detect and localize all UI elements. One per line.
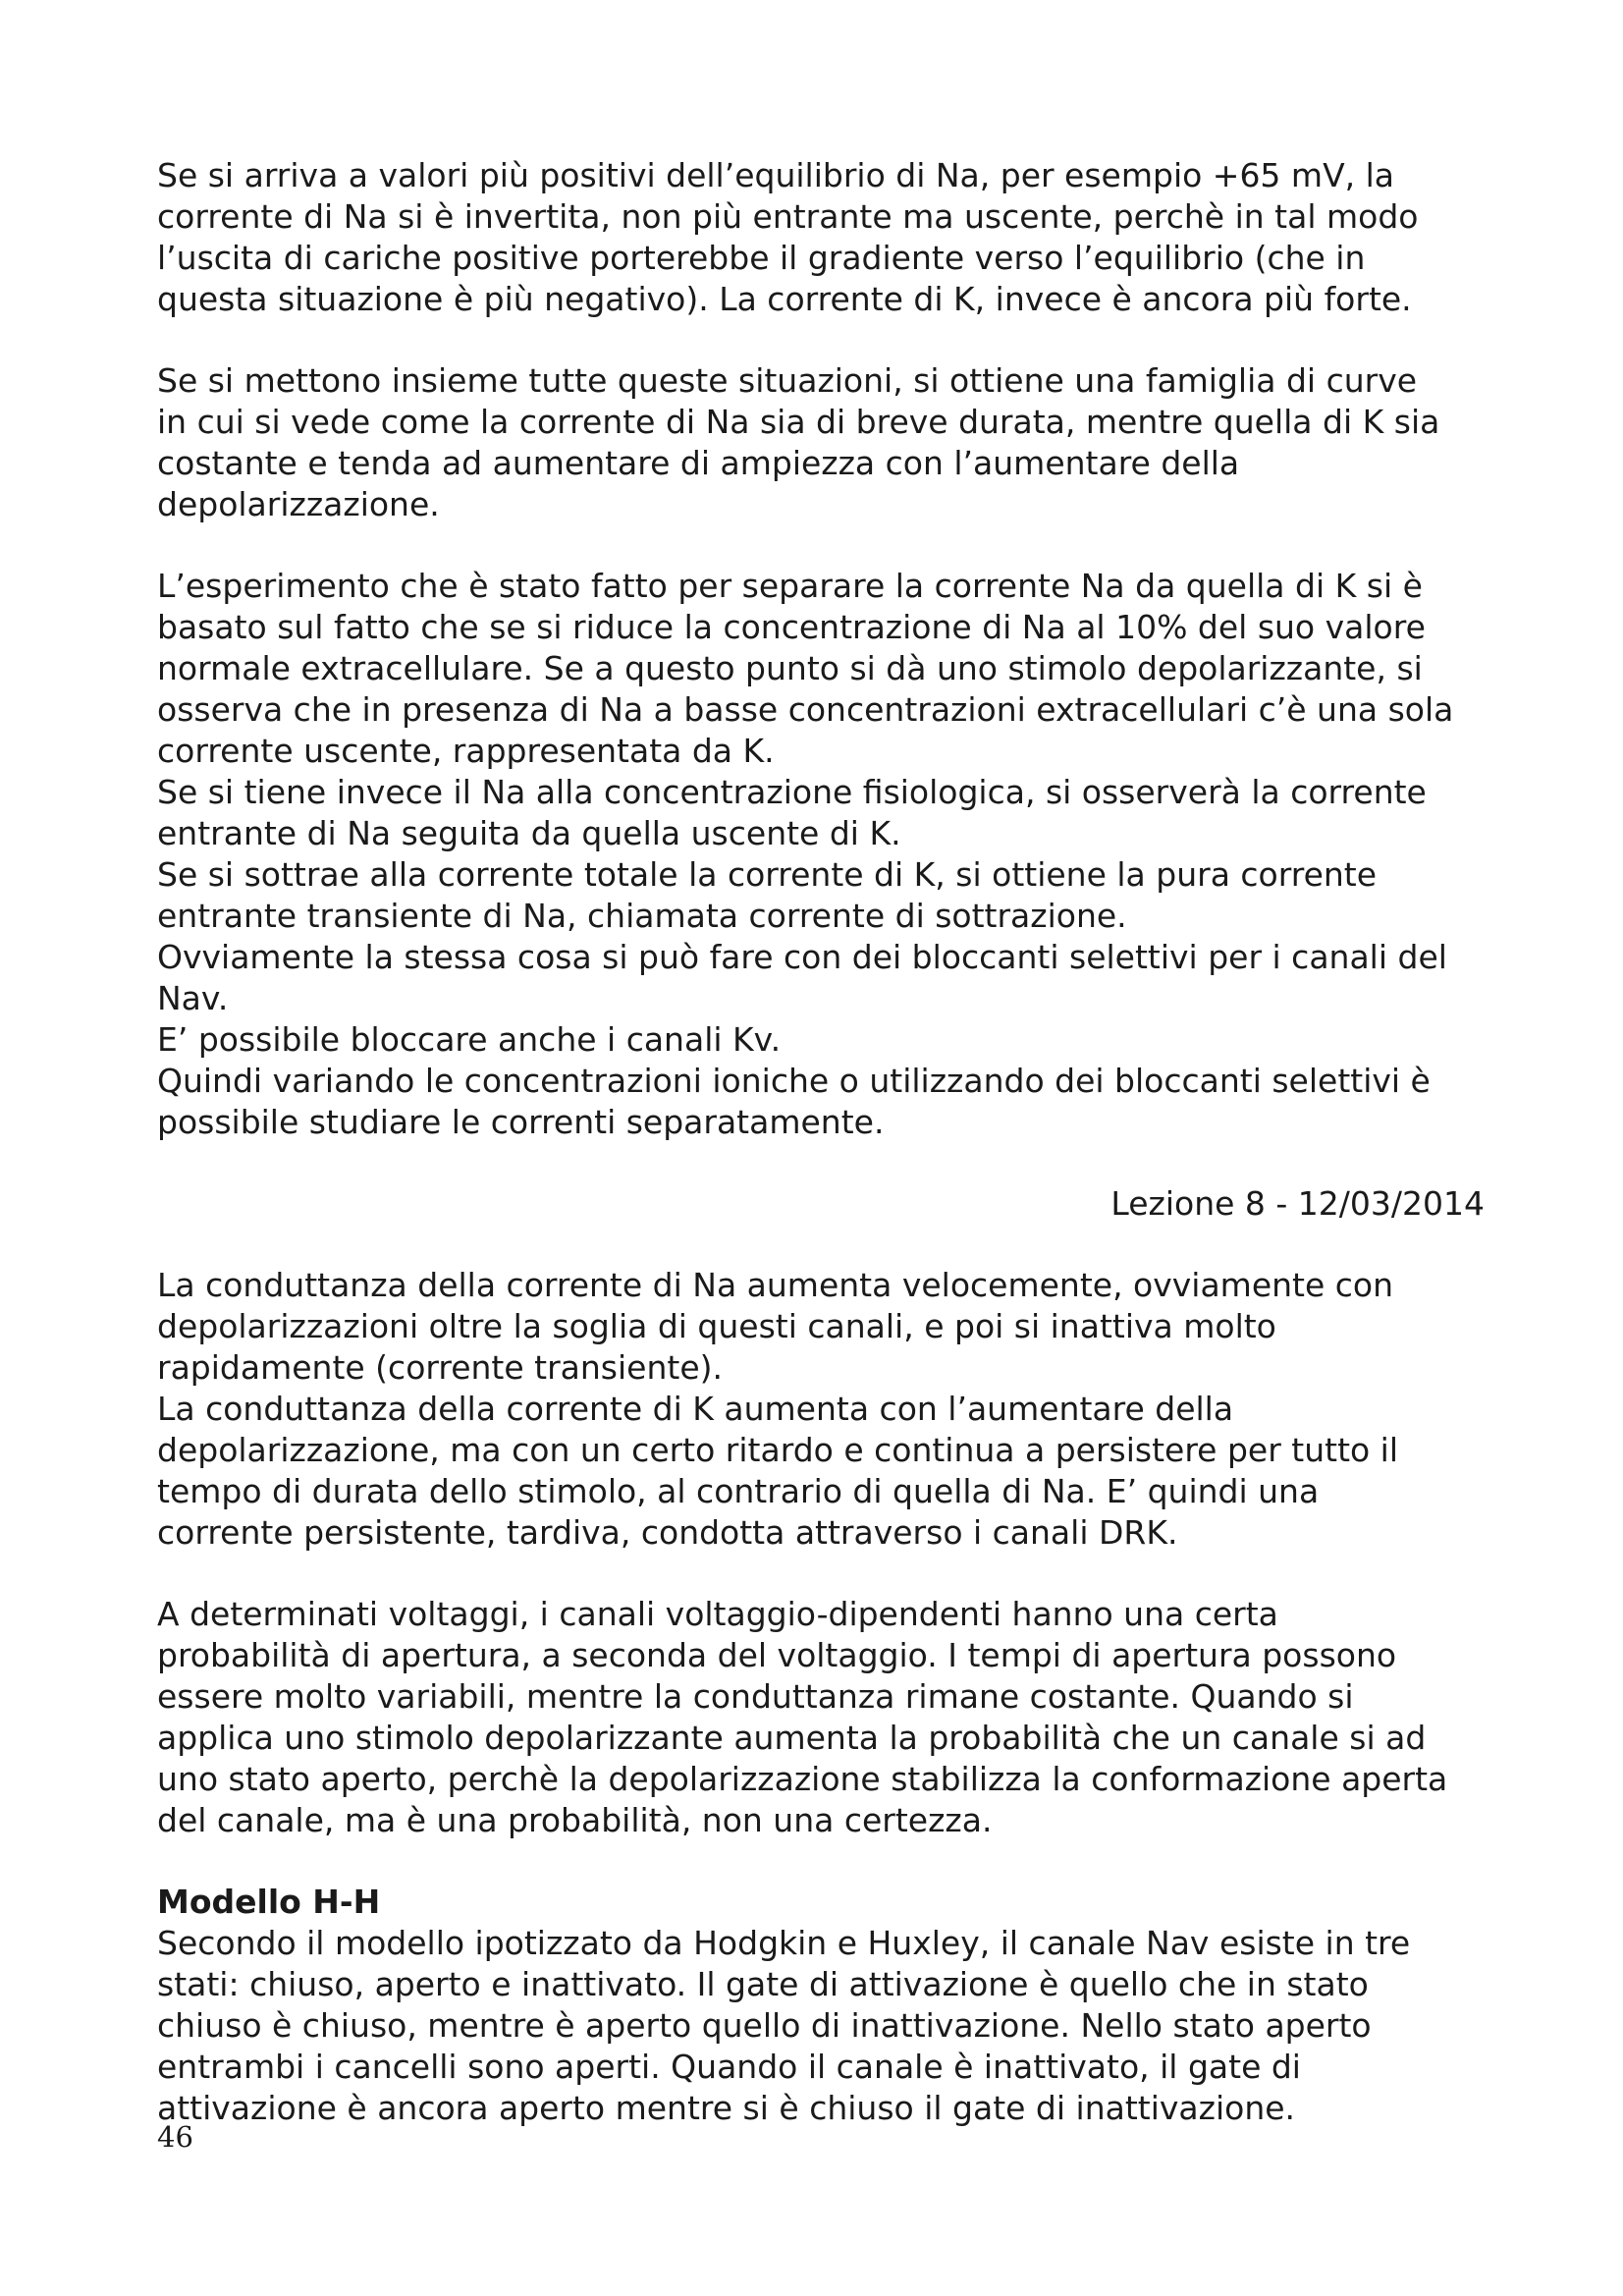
text-line: entrante transiente di Na, chiamata corrente di sottrazione. [157,897,1127,935]
text-line: rapidamente (corrente transiente). [157,1348,723,1387]
text-line: uno stato aperto, perchè la depolarizzazione stabilizza la conformazione aperta [157,1760,1448,1798]
text-line: in cui si vede come la corrente di Na sia di breve durata, mentre quella di K sia [157,403,1440,441]
paragraph-curve-family [157,360,1492,525]
text-line: L’esperimento che è stato fatto per separare la corrente Na da quella di K si è [157,567,1423,605]
text-line: applica uno stimolo depolarizzante aumenta la probabilità che un canale si ad [157,1719,1427,1757]
text-line: basato sul fatto che se si riduce la concentrazione di Na al 10% del suo valore [157,608,1426,646]
lesson-date-label: Lezione 8 - 12/03/2014 [1110,1184,1485,1223]
text-line: probabilità di apertura, a seconda del voltaggio. I tempi di apertura possono [157,1636,1397,1674]
text-line: tempo di durata dello stimolo, al contrario di quella di Na. E’ quindi una [157,1472,1320,1510]
text-line: questa situazione è più negativo). La corrente di K, invece è ancora più forte. [157,280,1412,318]
text-line: Ovviamente la stessa cosa si può fare con dei bloccanti selettivi per i canali del [157,938,1447,976]
paragraph-open-probability [157,1594,1492,1841]
text-line: entrambi i cancelli sono aperti. Quando il canale è inattivato, il gate di [157,2048,1301,2086]
text-line: costante e tenda ad aumentare di ampiezza con l’aumentare della [157,444,1240,482]
text-line: Secondo il modello ipotizzato da Hodgkin e Huxley, il canale Nav esiste in tre [157,1924,1411,1962]
page-number: 46 [157,2120,193,2154]
document-page [157,155,1492,2129]
text-line: del canale, ma è una probabilità, non una certezza. [157,1801,993,1839]
paragraph-conductance [157,1265,1492,1554]
text-line: essere molto variabili, mentre la conduttanza rimane costante. Quando si [157,1677,1354,1716]
text-line: corrente persistente, tardiva, condotta attraverso i canali DRK. [157,1513,1178,1552]
text-line: attivazione è ancora aperto mentre si è chiuso il gate di inattivazione. [157,2089,1296,2127]
paragraph-hh-model [157,1923,1492,2129]
text-line: corrente uscente, rappresentata da K. [157,732,775,770]
text-line: Quindi variando le concentrazioni ioniche o utilizzando dei bloccanti selettivi è [157,1062,1431,1100]
text-line: Se si tiene invece il Na alla concentrazione fisiologica, si osserverà la corrente [157,773,1427,811]
text-line: Se si sottrae alla corrente totale la corrente di K, si ottiene la pura corrente [157,855,1378,894]
text-line: depolarizzazione. [157,485,440,523]
text-line: Nav. [157,979,229,1017]
text-line: chiuso è chiuso, mentre è aperto quello di inattivazione. Nello stato aperto [157,2006,1372,2045]
text-line: stati: chiuso, aperto e inattivato. Il gate di attivazione è quello che in stato [157,1965,1369,2003]
paragraph-current-separation [157,566,1492,1143]
text-line: depolarizzazione, ma con un certo ritardo e continua a persistere per tutto il [157,1431,1399,1469]
text-line: depolarizzazioni oltre la soglia di questi canali, e poi si inattiva molto [157,1307,1276,1345]
text-line: La conduttanza della corrente di Na aumenta velocemente, ovviamente con [157,1266,1394,1304]
text-line: corrente di Na si è invertita, non più entrante ma uscente, perchè in tal modo [157,197,1419,236]
text-line: E’ possibile bloccare anche i canali Kv. [157,1020,782,1059]
text-line: Se si mettono insieme tutte queste situazioni, si ottiene una famiglia di curve [157,361,1418,400]
text-line: normale extracellulare. Se a questo punto si dà uno stimolo depolarizzante, si [157,649,1423,687]
section-heading: Modello H-H [157,1883,381,1921]
paragraph-sodium-reversal [157,155,1492,320]
text-line: l’uscita di cariche positive porterebbe il gradiente verso l’equilibrio (che in [157,239,1366,277]
text-line: osserva che in presenza di Na a basse concentrazioni extracellulari c’è una sola [157,690,1454,729]
text-line: possibile studiare le correnti separatamente. [157,1103,885,1141]
text-line: entrante di Na seguita da quella uscente di K. [157,814,901,852]
text-line: A determinati voltaggi, i canali voltaggio-dipendenti hanno una certa [157,1595,1278,1633]
text-line: La conduttanza della corrente di K aumenta con l’aumentare della [157,1390,1234,1428]
text-line: Se si arriva a valori più positivi dell’equilibrio di Na, per esempio +65 mV, la [157,156,1395,194]
